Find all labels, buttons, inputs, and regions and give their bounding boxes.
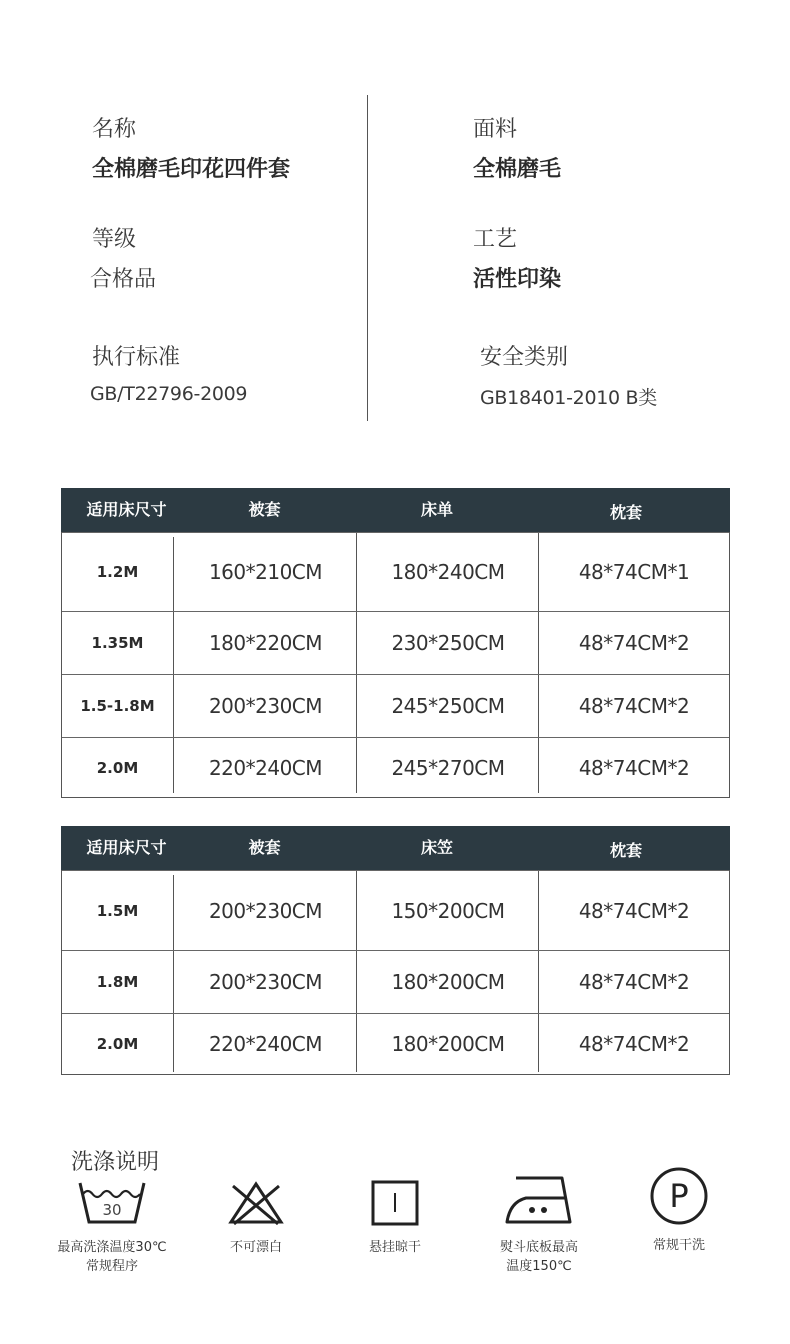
pillowcase-cell: 48*74CM*2 [578,970,690,994]
care-label: 不可漂白 [229,1240,282,1255]
pillowcase-cell: 48*74CM*2 [578,755,690,780]
craft-label: 工艺 [473,227,518,252]
table-row [62,532,729,611]
header-pillowcase: 枕套 [609,841,642,860]
grade-label: 等级 [92,227,137,252]
duvet-cell: 200*230CM [208,970,323,994]
care-label: 熨斗底板最高 [499,1240,578,1255]
care-label: 温度150℃ [506,1259,572,1274]
standard-value: GB/T22796-2009 [90,383,248,405]
safety-label: 安全类别 [480,345,569,370]
line-dry-icon [371,1180,419,1226]
care-item-wash [52,1180,172,1276]
table-body [61,870,730,1075]
header-fitted-sheet: 床笠 [420,838,453,857]
table-row [62,611,729,674]
sheet-cell: 180*240CM [391,560,505,584]
duvet-cell: 200*230CM [208,694,323,718]
duvet-cell: 200*230CM [208,898,323,923]
care-item-no-bleach [206,1180,306,1257]
name-label: 名称 [92,117,137,142]
table-row [62,674,729,737]
wash-30-icon [77,1180,147,1226]
care-title: 洗涤说明 [71,1150,160,1175]
no-bleach-icon [228,1180,284,1226]
size-cell: 1.8M [96,973,139,991]
wash-temp-text: 30 [102,1201,122,1219]
table-row [62,737,729,797]
care-label: 常规干洗 [652,1238,705,1253]
fabric-value: 全棉磨毛 [473,157,562,182]
dry-clean-p-icon [649,1166,709,1226]
table-row [62,870,729,950]
pillowcase-cell: 48*74CM*2 [578,694,690,718]
size-cell: 1.5-1.8M [80,697,155,715]
safety-value: GB18401-2010 B类 [480,387,657,409]
duvet-cell: 220*240CM [208,1032,323,1056]
pillowcase-cell: 48*74CM*2 [578,1032,690,1056]
dry-clean-letter: P [669,1177,689,1215]
sheet-cell: 230*250CM [391,631,505,655]
table-header [61,488,730,532]
fitted-sheet-cell: 150*200CM [391,898,505,923]
duvet-cell: 180*220CM [208,631,323,655]
header-bed-size: 适用床尺寸 [86,838,167,857]
name-value: 全棉磨毛印花四件套 [92,157,291,182]
spec-divider [367,95,368,421]
size-cell: 2.0M [96,758,139,777]
size-cell: 2.0M [96,1035,139,1053]
size-cell: 1.5M [96,901,139,920]
care-item-line-dry [345,1180,445,1257]
table-row [62,1013,729,1074]
duvet-cell: 160*210CM [208,560,323,584]
size-table-sheet [61,488,730,798]
pillowcase-cell: 48*74CM*1 [578,560,690,584]
fitted-sheet-cell: 180*200CM [391,1032,505,1056]
care-label: 常规程序 [85,1259,138,1274]
header-duvet: 被套 [248,838,281,857]
header-sheet: 床单 [420,500,453,519]
iron-150-icon [504,1172,574,1226]
care-item-dry-clean [629,1166,729,1255]
care-label: 悬挂晾干 [368,1240,421,1255]
header-bed-size: 适用床尺寸 [86,500,167,519]
table-header [61,826,730,870]
sheet-cell: 245*250CM [391,694,505,718]
table-body [61,532,730,798]
pillowcase-cell: 48*74CM*2 [578,631,690,655]
standard-label: 执行标准 [92,345,181,370]
header-duvet: 被套 [248,500,281,519]
table-row [62,950,729,1013]
care-item-iron [479,1172,599,1276]
fabric-label: 面料 [473,117,518,142]
size-table-fitted [61,826,730,1075]
header-pillowcase: 枕套 [609,503,642,522]
grade-value: 合格品 [90,267,157,292]
fitted-sheet-cell: 180*200CM [391,970,505,994]
craft-value: 活性印染 [473,267,562,292]
care-label: 最高洗涤温度30℃ [57,1240,167,1255]
size-cell: 1.35M [91,634,144,652]
sheet-cell: 245*270CM [391,755,505,780]
size-cell: 1.2M [96,563,139,581]
pillowcase-cell: 48*74CM*2 [578,898,690,923]
duvet-cell: 220*240CM [208,755,323,780]
